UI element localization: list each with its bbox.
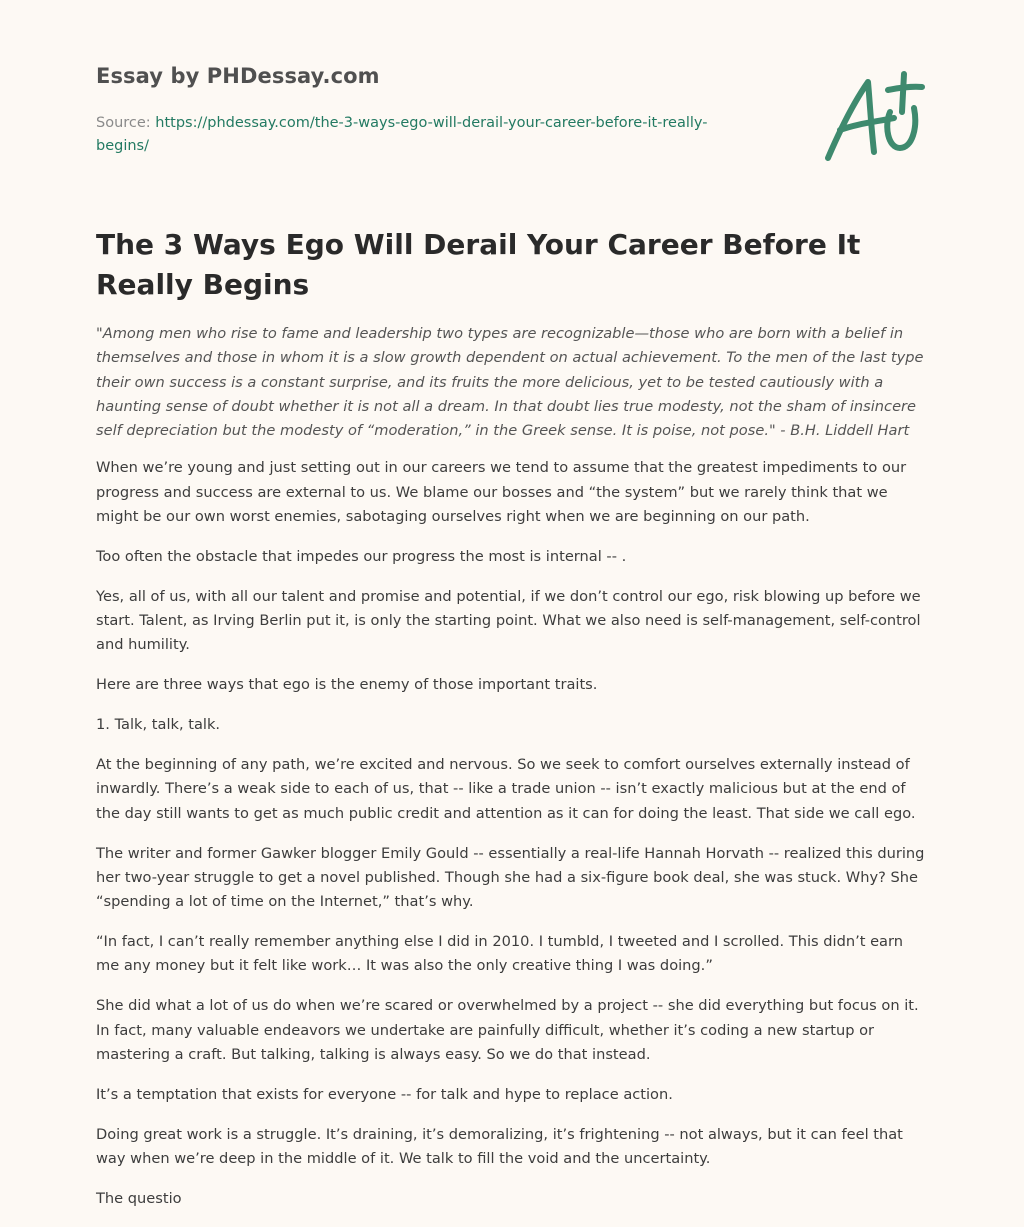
paragraph: The writer and former Gawker blogger Emily Gould -- essentially a real-life Hannah Horvath -- realized this during her two-year struggle to get a novel published. Though she had a six-figure book deal, she was stuck. Why? She “spending a lot of time on the Internet,” that’s why. xyxy=(96,844,925,911)
paragraph: It’s a temptation that exists for everyone -- for talk and hype to replace action. xyxy=(96,1085,673,1103)
paragraph: The questio xyxy=(96,1189,182,1207)
paragraph: Doing great work is a struggle. It’s draining, it’s demoralizing, it’s frightening -- not always, but it can feel that way when we’re deep in the middle of it. We talk to fill the void and the uncertainty. xyxy=(96,1125,903,1167)
source-line xyxy=(96,112,756,158)
site-brand: Essay by PHDessay.com xyxy=(96,64,380,88)
essay-body xyxy=(96,322,928,1227)
essay-title: The 3 Ways Ego Will Derail Your Career Before It Really Begins xyxy=(96,228,861,301)
paragraph: At the beginning of any path, we’re excited and nervous. So we seek to comfort ourselves externally instead of inwardly. There’s a weak side to each of us, that -- like a trade union -- isn’t exactly malicious but at the end of the day still wants to get as much public credit and attention as it can for doing the least. That side we call ego. xyxy=(96,756,916,822)
section-heading: 1. Talk, talk, talk. xyxy=(96,716,221,734)
paragraph: When we’re young and just setting out in our careers we tend to assume that the greatest impediments to our progress and success are external to us. We blame our bosses and “the system” but we rarely think that we might be our own worst enemies, sabotaging ourselves right when we are beginning on our path. xyxy=(96,459,907,526)
epigraph-quote: "Among men who rise to fame and leadership two types are recognizable—those who are born with a belief in themselves and those in whom it is a slow growth dependent on actual achievement. To the men of the last type their own success is a constant surprise, and its fruits the more delicious, yet to be tested cautiously with a haunting sense of doubt whether it is not all a dream. In that doubt lies true modesty, not the sham of insincere self depreciation but the modesty of “moderation,” in the Greek sense. It is poise, not pose." - B.H. Liddell Hart xyxy=(96,325,924,440)
paragraph: Too often the obstacle that impedes our progress the most is internal -- . xyxy=(96,547,627,565)
source-label: Source: xyxy=(96,115,156,131)
paragraph: Here are three ways that ego is the enemy of those important traits. xyxy=(96,676,598,694)
paragraph: She did what a lot of us do when we’re scared or overwhelmed by a project -- she did everything but focus on it. In fact, many valuable endeavors we undertake are painfully difficult, whether it’s coding a new startup or mastering a craft. But talking, talking is always easy. So we do that instead. xyxy=(96,997,919,1063)
paragraph: “In fact, I can’t really remember anything else I did in 2010. I tumbld, I tweeted and I scrolled. This didn’t earn me any money but it felt like work… It was also the only creative thing I was doing.” xyxy=(96,933,903,975)
paragraph: Yes, all of us, with all our talent and promise and potential, if we don’t control our ego, risk blowing up before we start. Talent, as Irving Berlin put it, is only the starting point. What we also need is self-management, self-control and humility. xyxy=(96,587,921,654)
source-link[interactable]: https://phdessay.com/the-3-ways-ego-will-derail-your-career-before-it-really-begins/ xyxy=(96,115,708,154)
a-plus-logo-icon xyxy=(818,68,928,166)
